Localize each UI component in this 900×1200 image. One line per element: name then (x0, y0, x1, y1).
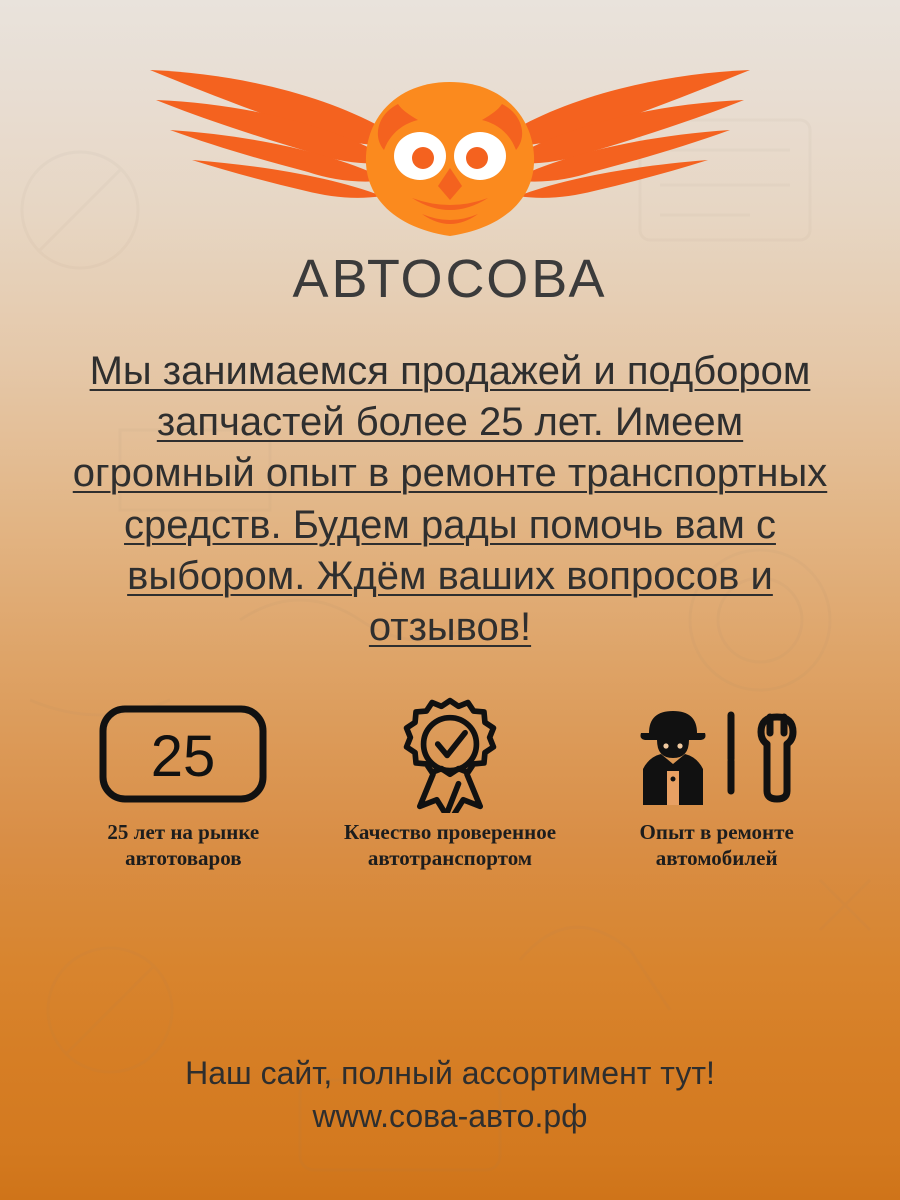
quality-rosette-checkmark-icon (390, 699, 510, 809)
owl-with-wings-icon (140, 52, 760, 242)
feature-item (583, 699, 850, 872)
about-text: Мы занимаемся продажей и подбором запчастей более 25 лет. Имеем огромный опыт в ремонте транспортных средств. Будем рады помочь вам с выбором. Ждём ваших вопросов и отзывов! (72, 349, 828, 649)
site-promo-line: Наш сайт, полный ассортимент тут! (185, 1054, 715, 1091)
feature-item (50, 699, 317, 872)
mechanic-with-tools-icon (627, 699, 807, 809)
features-row (30, 699, 870, 872)
brand-name: АВТОСОВА (292, 249, 608, 309)
feature-caption: Качество проверенное автотранспортом (343, 820, 557, 871)
feature-item (317, 699, 584, 872)
site-url[interactable]: www.сова-авто.рф (312, 1097, 588, 1134)
feature-caption: 25 лет на рынке автотоваров (107, 820, 260, 871)
feature-caption: Опыт в ремонте автомобилей (639, 820, 794, 871)
number-25-badge-icon (98, 699, 268, 809)
svg-text:25: 25 (151, 724, 216, 790)
